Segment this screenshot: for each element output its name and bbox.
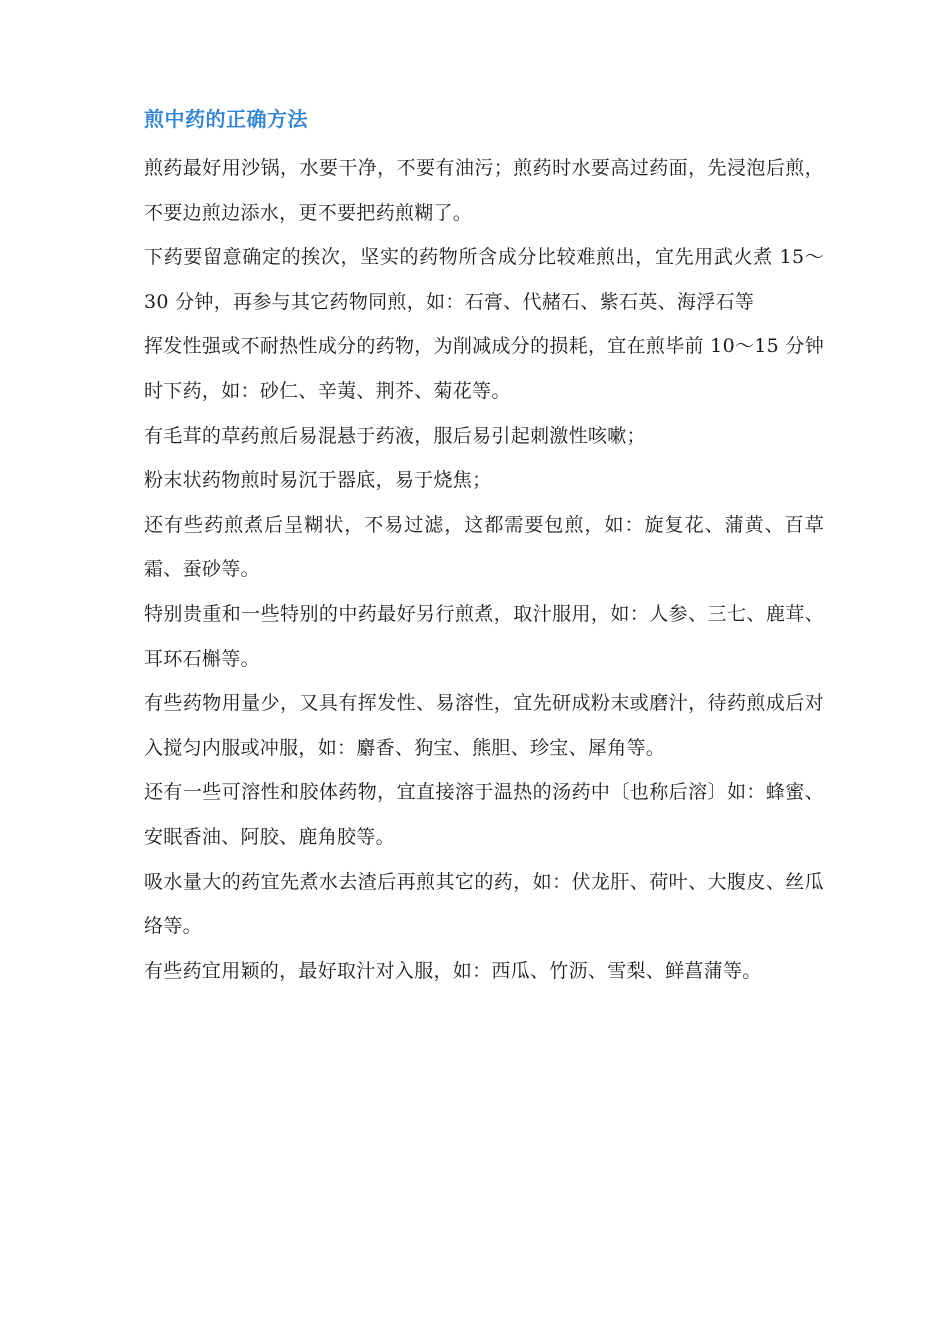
paragraph-10: 吸水量大的药宜先煮水去渣后再煎其它的药，如：伏龙肝、荷叶、大腹皮、丝瓜络等。 <box>144 870 824 938</box>
document-title: 煎中药的正确方法 <box>144 107 308 131</box>
paragraph-8: 有些药物用量少，又具有挥发性、易溶性，宜先研成粉末或磨汁，待药煎成后对入搅匀内服或冲服，如：麝香、狗宝、熊胆、珍宝、犀角等。 <box>144 692 824 759</box>
paragraph-5: 粉末状药物煎时易沉于器底，易于烧焦； <box>144 469 492 492</box>
paragraph-9: 还有一些可溶性和胶体药物，宜直接溶于温热的汤药中〔也称后溶〕如：蜂蜜、安眠香油、阿胶、鹿角胶等。 <box>144 781 824 848</box>
document-body <box>144 102 824 993</box>
paragraph-6: 还有些药煎煮后呈糊状，不易过滤，这都需要包煎，如：旋复花、蒲黄、百草霜、蚕砂等。 <box>144 513 824 581</box>
paragraph-3: 挥发性强或不耐热性成分的药物，为削减成分的损耗，宜在煎毕前 10～15 分钟时下药，如：砂仁、辛荑、荆芥、菊花等。 <box>144 335 824 402</box>
paragraph-11: 有些药宜用颖的，最好取汁对入服，如：西瓜、竹沥、雪梨、鲜菖蒲等。 <box>144 959 762 982</box>
paragraph-1: 煎药最好用沙锅，水要干净，不要有油污；煎药时水要高过药面，先浸泡后煎，不要边煎边添水，更不要把药煎糊了。 <box>144 157 824 224</box>
paragraph-4: 有毛茸的草药煎后易混悬于药液，服后易引起刺激性咳嗽； <box>144 424 646 447</box>
paragraph-2: 下药要留意确定的挨次，坚实的药物所含成分比较难煎出，宜先用武火煮 15～30 分钟，再参与其它药物同煎，如：石膏、代赭石、紫石英、海浮石等 <box>144 246 824 313</box>
paragraph-7: 特别贵重和一些特别的中药最好另行煎煮，取汁服用，如：人参、三七、鹿茸、耳环石槲等。 <box>144 602 824 670</box>
